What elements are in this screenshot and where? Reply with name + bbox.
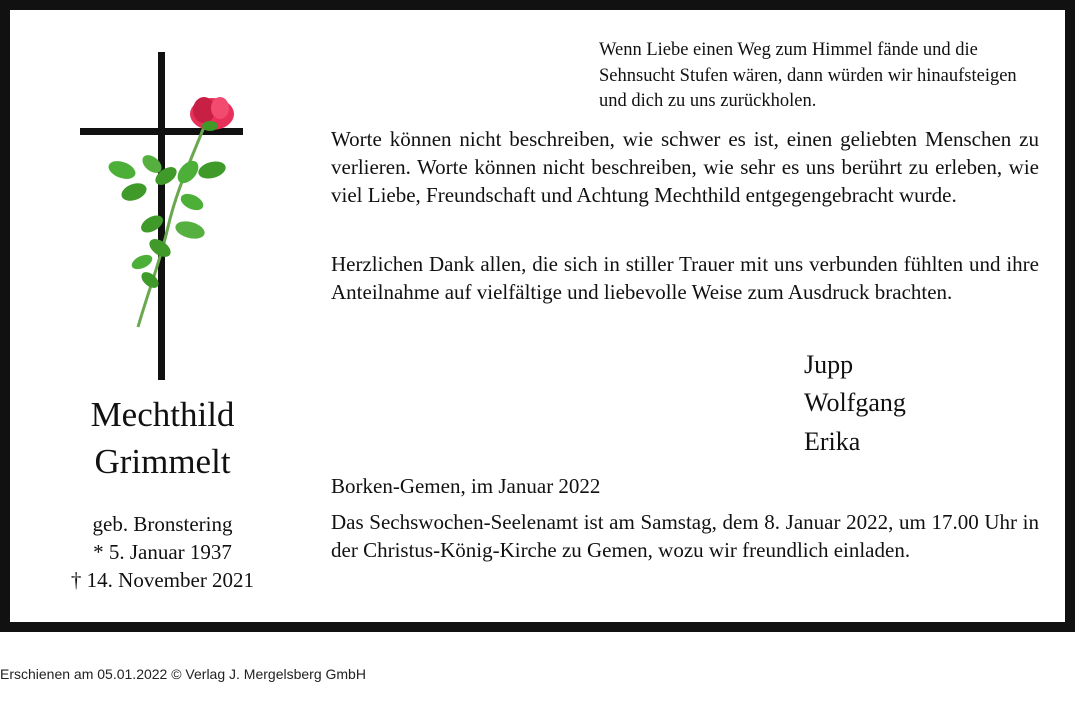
birth-date: * 5. Januar 1937: [93, 540, 232, 564]
death-date: † 14. November 2021: [70, 568, 255, 592]
service-announcement: Das Sechswochen-Seelenamt ist am Samstag, dem 8. Januar 2022, um 17.00 Uhr in der Christus-König-Kirche zu Gemen, wozu wir freundlich einladen.: [331, 510, 1039, 562]
signatory: Wolfgang: [804, 388, 906, 417]
memorial-paragraph: Worte können nicht beschreiben, wie schwer es ist, einen geliebten Menschen zu verlieren. Worte können nicht beschreiben, wie sehr es uns berührt zu erleben, wie viel Liebe, Freundschaft und Achtung Mechthild entgegengebracht wurde.: [331, 127, 1039, 207]
poem-text: Wenn Liebe einen Weg zum Himmel fände und die Sehnsucht Stufen wären, dann würden wir hinaufsteigen und dich zu uns zurückholen.: [599, 40, 1017, 111]
cross-with-rose-icon: [80, 52, 250, 382]
deceased-last-name: Grimmelt: [94, 442, 231, 481]
signatory: Jupp: [804, 350, 854, 379]
deceased-first-name: Mechthild: [90, 395, 235, 434]
obituary-card: [10, 10, 1065, 622]
signatory: Erika: [804, 427, 861, 456]
publication-footer: Erschienen am 05.01.2022 © Verlag J. Mergelsberg GmbH: [0, 666, 366, 682]
place-date: Borken-Gemen, im Januar 2022: [331, 474, 601, 498]
thanks-paragraph: Herzlichen Dank allen, die sich in stiller Trauer mit uns verbunden fühlten und ihre Anteilnahme auf vielfältige und liebevolle Weise zum Ausdruck brachten.: [331, 252, 1039, 304]
maiden-name: geb. Bronstering: [92, 512, 233, 536]
